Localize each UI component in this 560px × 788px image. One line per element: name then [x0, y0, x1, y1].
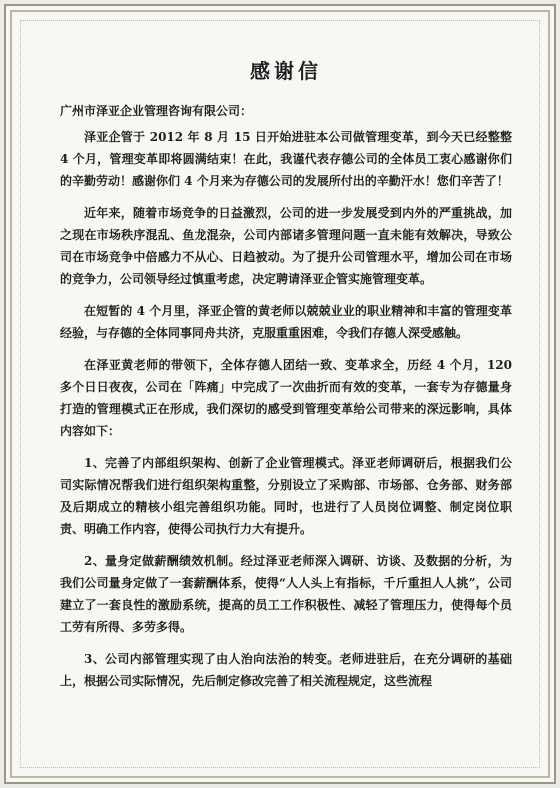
letter-salutation: 广州市泽亚企业管理咨询有限公司： [60, 104, 253, 118]
paragraph-5: 1、完善了内部组织架构、创新了企业管理模式。泽亚老师调研后，根据我们公司实际情况帮我们进行组织架构重整，分别设立了采购部、市场部、仓务部、财务部及后期成立的精核小组完善组织功能。同时，也进行了人员岗位调整、制定岗位职责、明确工作内容，使得公司执行力大有提升。 [60, 456, 512, 536]
paragraph-6: 2、量身定做薪酬绩效机制。经过泽亚老师深入调研、访谈、及数据的分析，为我们公司量身定做了一套薪酬体系，使得“人人头上有指标，千斤重担人人挑”，公司建立了一套良性的激励系统，提高的员工工作积极性、减轻了管理压力，使得每个员工劳有所得、多劳多得。 [60, 554, 512, 634]
paragraph-4: 在泽亚黄老师的带领下，全体存德人团结一致、变革求全，历经 4 个月，120 多个日日夜夜，公司在「阵痛」中完成了一次曲折而有效的变革，一套专为存德量身打造的管理模式正在形成，我们深切的感受到管理变革给公司带来的深远影响，具体内容如下： [60, 358, 512, 438]
letter-body [60, 56, 512, 778]
paragraph-3: 在短暂的 4 个月里，泽亚企管的黄老师以兢兢业业的职业精神和丰富的管理变革经验，与存德的全体同事同舟共济，克服重重困难，令我们存德人深受感触。 [60, 304, 512, 340]
letter-title: 感谢信 [250, 59, 322, 83]
paragraph-2: 近年来，随着市场竞争的日益激烈，公司的进一步发展受到内外的严重挑战，加之现在市场秩序混乱、鱼龙混杂，公司内部诸多管理问题一直未能有效解决，导致公司在市场竞争中倍感力不从心、日趋被动。为了提升公司管理水平，增加公司在市场的竞争力，公司领导经过慎重考虑，决定聘请泽亚企管实施管理变革。 [60, 206, 512, 286]
paragraph-7: 3、公司内部管理实现了由人治向法治的转变。老师进驻后，在充分调研的基础上，根据公司实际情况，先后制定修改完善了相关流程规定，这些流程 [60, 652, 512, 688]
paragraph-1: 泽亚企管于 2012 年 8 月 15 日开始进驻本公司做管理变革，到今天已经整整 4 个月，管理变革即将圆满结束！在此，我谨代表存德公司的全体员工衷心感谢你们的辛勤劳动！感谢你们 4 个月来为存德公司的发展所付出的辛勤汗水！您们辛苦了！ [60, 130, 512, 188]
